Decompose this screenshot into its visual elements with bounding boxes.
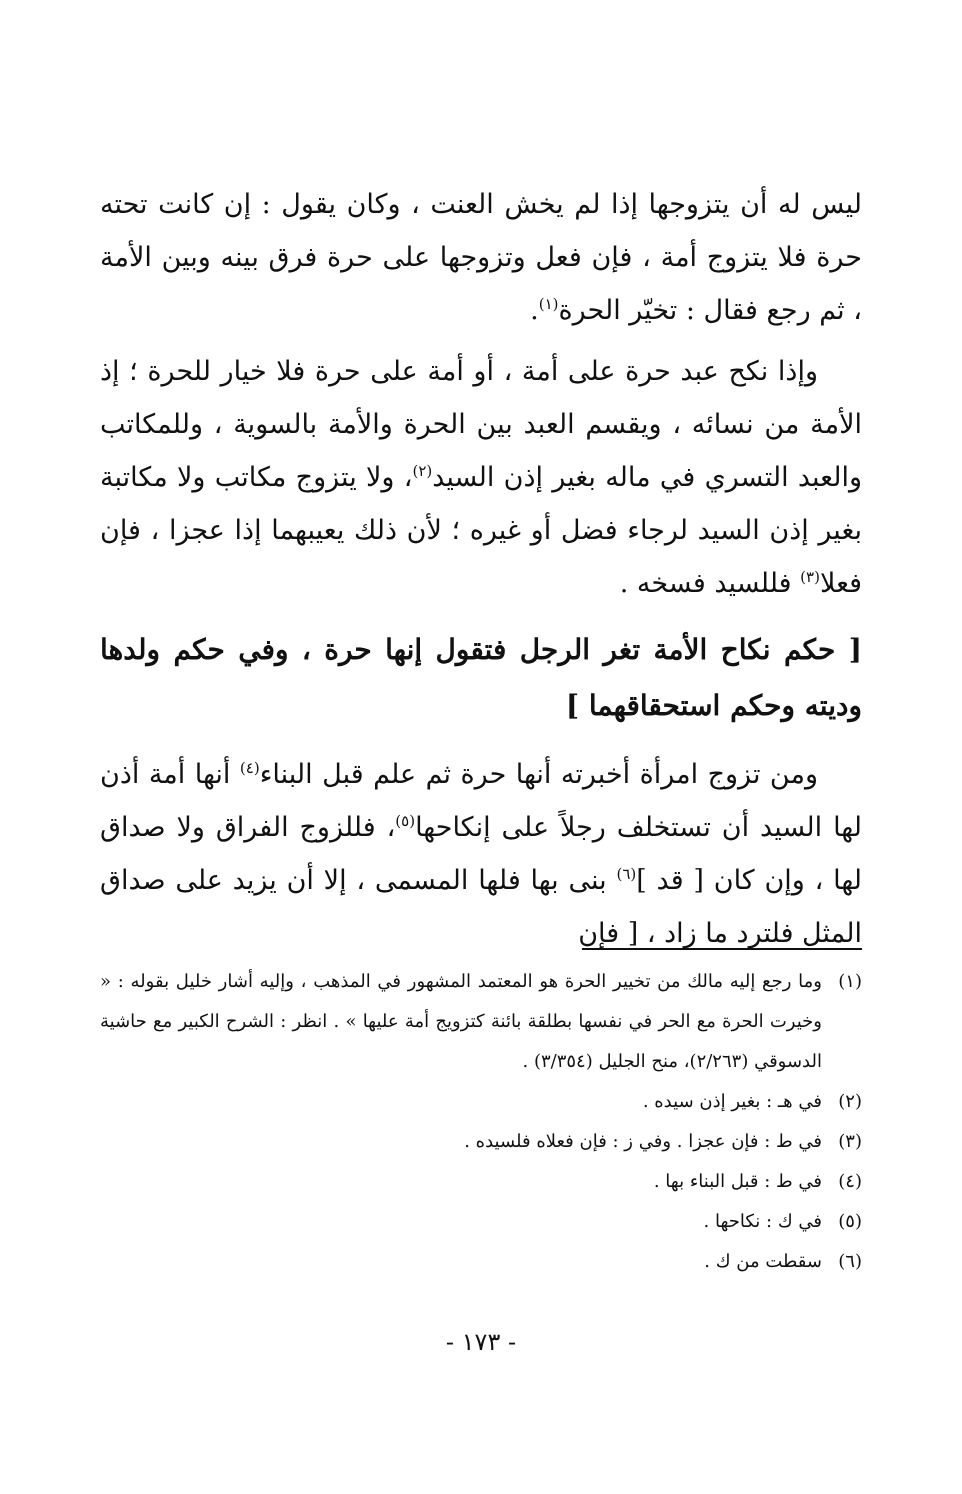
footnote-number: (١) [838,971,862,992]
footnote-item [100,962,862,1082]
paragraph-1-text: ليس له أن يتزوجها إذا لم يخش العنت ، وكان يقول : إن كانت تحته حرة فلا يتزوج أمة ، فإن فعل وتزوجها على حرة فرق بينه وبين الأمة ، ثم رجع فقال : تخيّر الحرة [100,189,862,326]
paragraph-3-text-b: أنها أمة أذن لها السيد أن تستخلف رجلاً على إنكاحها [100,759,862,843]
paragraph-3-text-d: بنى بها فلها المسمى ، إلا أن يزيد على صداق المثل فلترد ما زاد ، [ فإن [100,865,862,949]
footnote-number: (٣) [838,1131,862,1152]
footnote-number: (٦) [838,1251,862,1272]
main-text [100,178,862,960]
footnote-ref-5: (٥) [395,812,416,830]
footnote-number: (٤) [838,1171,862,1192]
footnote-ref-1: (١) [538,295,559,313]
footnote-item [100,1122,862,1162]
page-number: - ١٧٣ - [445,1328,517,1356]
section-heading: [ حكم نكاح الأمة تغر الرجل فتقول إنها حرة ، وفي حكم ولدها وديته وحكم استحقاقهما ] [100,633,862,722]
paragraph-1-end: . [530,295,539,326]
footnotes [100,962,862,1282]
footnote-ref-4: (٤) [239,759,260,777]
footnote-item [100,1202,862,1242]
footnote-item [100,1162,862,1202]
paragraph-2-text-a: وإذا نكح عبد حرة على أمة ، أو أمة على حرة فلا خيار للحرة ؛ إذ الأمة من نسائه ، ويقسم العبد بين الحرة والأمة بالسوية ، وللمكاتب والعبد التسري في ماله بغير إذن السيد [100,356,862,493]
footnote-text: وما رجع إليه مالك من تخيير الحرة هو المعتمد المشهور في المذهب ، وإليه أشار خليل بقوله : « وخيرت الحرة مع الحر في نفسها بطلقة بائنة كتزويج أمة عليها » . انظر : الشرح الكبير مع حاشية الدسوقي (٢/٢٦٣)، منح الجليل (٣/٣٥٤) . [100,971,822,1072]
footnote-text: في ك : نكاحها . [703,1211,822,1232]
footnote-text: في ط : فإن عجزا . وفي ز : فإن فعلاه فلسيده . [464,1131,822,1152]
footnote-text: سقطت من ك . [704,1251,822,1272]
paragraph-3-text-a: ومن تزوج امرأة أخبرته أنها حرة ثم علم قبل البناء [259,759,818,790]
footnote-ref-3: (٣) [800,568,820,586]
paragraph-1 [100,178,862,337]
footnote-number: (٢) [838,1091,862,1112]
footnote-ref-2: (٢) [412,462,433,480]
paragraph-2 [100,345,862,610]
footnote-text: في هـ : بغير إذن سيده . [642,1091,822,1112]
footnote-text: في ط : قبل البناء بها . [653,1171,822,1192]
footnote-ref-6: (٦) [616,865,637,883]
footnote-item [100,1242,862,1282]
paragraph-2-text-c: فللسيد فسخه . [619,568,792,599]
paragraph-3-text-c: ، فللزوج الفراق ولا صداق لها ، وإن كان [ قد ] [100,812,863,896]
footnote-divider [582,948,862,950]
paragraph-2-text-b: ، ولا يتزوج مكاتب ولا مكاتبة بغير إذن السيد لرجاء فضل أو غيره ؛ لأن ذلك يعيبهما إذا عجزا ، فإن فعلا [100,462,862,599]
footnote-number: (٥) [838,1211,862,1232]
footnote-item [100,1082,862,1122]
paragraph-3 [100,748,862,960]
